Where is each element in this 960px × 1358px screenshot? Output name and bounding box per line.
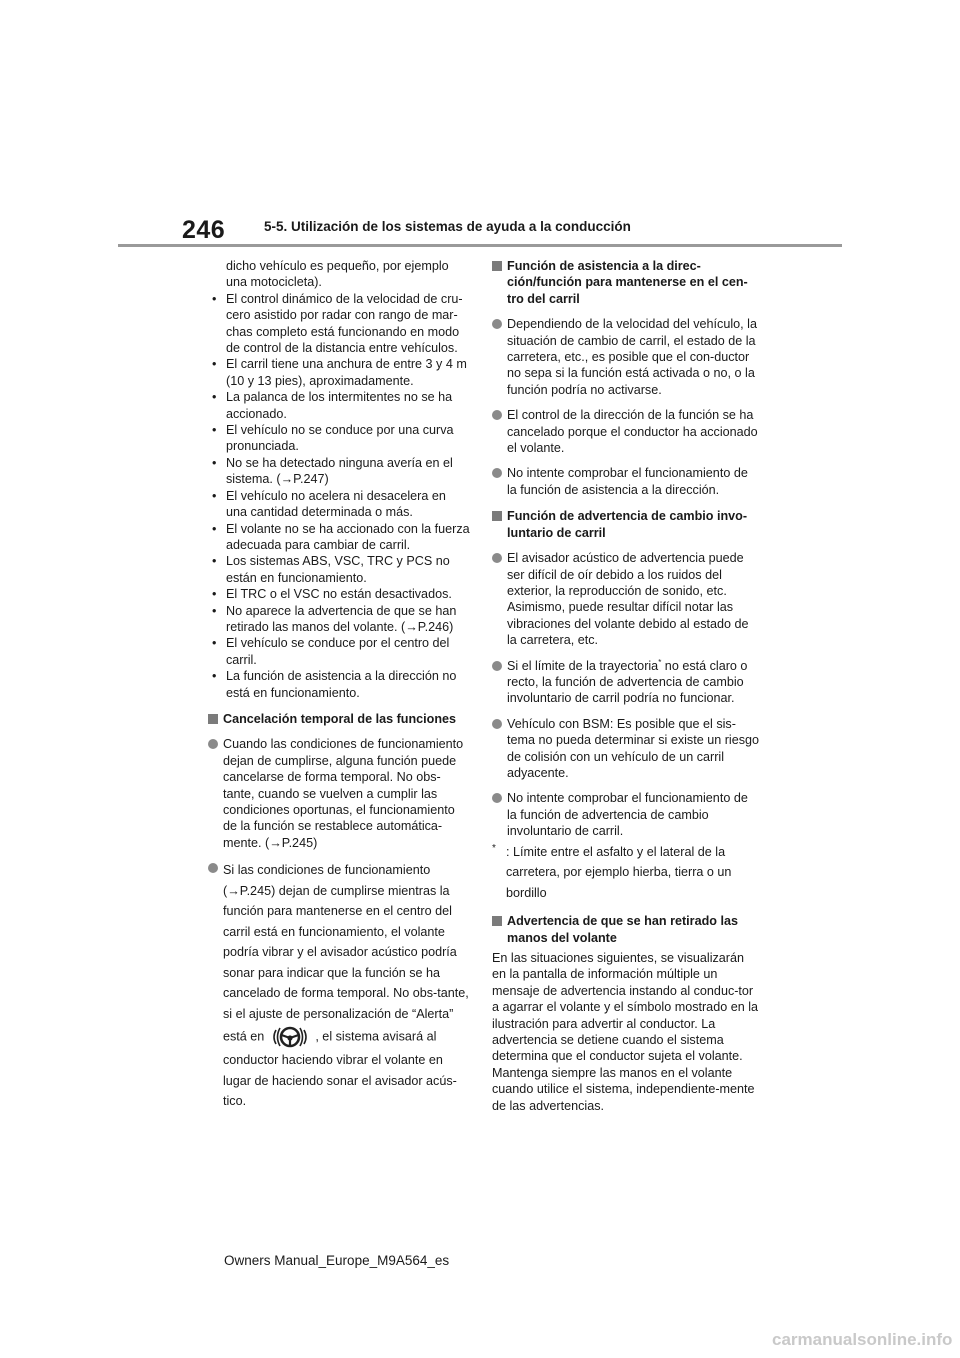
footer-text: Owners Manual_Europe_M9A564_es bbox=[224, 1253, 450, 1268]
condition-item: • El vehículo se conduce por el centro del carril. bbox=[208, 635, 470, 668]
bullet-paragraph bbox=[492, 407, 760, 456]
bullet-text-post: no está claro o recto, la función de advertencia de cambio involuntario de carril podría no funcionar. bbox=[507, 658, 748, 706]
circle-bullet-icon bbox=[492, 468, 502, 478]
bullet-paragraph bbox=[492, 790, 760, 839]
section-heading bbox=[492, 258, 760, 307]
bullet-paragraph bbox=[208, 736, 470, 851]
condition-item: • El vehículo no se conduce por una curva pronunciada. bbox=[208, 422, 470, 455]
bullet-text-a: Si las condiciones de funcionamiento (→P.245) dejan de cumplirse mientras la función para mantenerse en el centro del carril está en funcionamiento, el volante podría vibrar y el avisador acústico podría sonar para indicar que la función se ha cancelado de forma temporal. No obs-tante, si el ajuste de personalización de “Alerta” está en bbox=[223, 863, 469, 1044]
bullet-text: Vehículo con BSM: Es posible que el sis-tema no pueda determinar si existe un riesgo de colisión con un vehículo de un carril adyacente. bbox=[507, 716, 760, 780]
circle-bullet-icon bbox=[492, 410, 502, 420]
bullet-text: El control de la dirección de la función se ha cancelado porque el conductor ha accionado el volante. bbox=[507, 408, 758, 456]
bullet-paragraph bbox=[492, 716, 760, 782]
section-heading bbox=[492, 508, 760, 541]
bullet-paragraph bbox=[208, 860, 470, 1112]
heading-text: Función de asistencia a la direc-ción/función para mantenerse en el cen-tro del carril bbox=[507, 259, 748, 306]
bullet-text: Dependiendo de la velocidad del vehículo, la situación de cambio de carril, el estado de la carretera, etc., es posible que el con-ductor no sepa si la función está activada o no, o la función podría no activarse. bbox=[507, 317, 757, 397]
circle-bullet-icon bbox=[492, 793, 502, 803]
right-column bbox=[492, 258, 760, 1114]
condition-item: • El vehículo no acelera ni desacelera en una cantidad determinada o más. bbox=[208, 488, 470, 521]
condition-item: • El control dinámico de la velocidad de cru-cero asistido por radar con rango de mar-chas completo está funcionando en modo de control de la distancia entre vehículos. bbox=[208, 291, 470, 357]
bullet-text: No intente comprobar el funcionamiento de la función de advertencia de cambio involuntario de carril. bbox=[507, 791, 748, 839]
page-number: 246 bbox=[182, 216, 226, 244]
circle-bullet-icon bbox=[492, 661, 502, 671]
bullet-paragraph bbox=[492, 550, 760, 648]
circle-bullet-icon bbox=[208, 863, 218, 873]
footnote-star: * bbox=[492, 842, 496, 854]
continued-text: dicho vehículo es pequeño, por ejemplo una motocicleta). bbox=[226, 259, 449, 290]
circle-bullet-icon bbox=[492, 553, 502, 563]
footnote-text: : Límite entre el asfalto y el lateral de la carretera, por ejemplo hierba, tierra o un bordillo bbox=[506, 844, 732, 900]
condition-item: • No se ha detectado ninguna avería en el sistema. (→P.247) bbox=[208, 455, 470, 488]
body-paragraph: En las situaciones siguientes, se visualizarán en la pantalla de información múltiple un mensaje de advertencia instando al conduc-tor a agarrar el volante y el símbolo mostrado en la ilustración para advertir al conductor. La advertencia se detiene cuando el sistema determina que el conductor sujeta el volante. Mantenga siempre las manos en el volante cuando utilice el sistema, independiente-mente de las advertencias. bbox=[492, 950, 759, 1113]
bullet-text-b: , el sistema avisará al conductor haciendo vibrar el volante en lugar de haciendo sonar el avisador acús-tico. bbox=[223, 1029, 457, 1109]
watermark: carmanualsonline.info bbox=[772, 1330, 953, 1349]
section-title: 5-5. Utilización de los sistemas de ayuda a la conducción bbox=[264, 219, 631, 234]
square-bullet-icon bbox=[492, 261, 502, 271]
bullet-text-pre: Si el límite de la trayectoria bbox=[507, 658, 659, 673]
footnote bbox=[492, 842, 760, 904]
bullet-text: El avisador acústico de advertencia puede ser difícil de oír debido a los ruidos del exterior, la reproducción de sonido, etc. Asimismo, puede resultar difícil notar las vibraciones del volante debido al estado de la carretera, etc. bbox=[507, 551, 749, 648]
bullet-text: No intente comprobar el funcionamiento de la función de asistencia a la dirección. bbox=[507, 466, 748, 497]
bullet-paragraph bbox=[492, 658, 760, 707]
square-bullet-icon bbox=[208, 714, 218, 724]
condition-item: • Los sistemas ABS, VSC, TRC y PCS no están en funcionamiento. bbox=[208, 553, 470, 586]
condition-item: • El TRC o el VSC no están desactivados. bbox=[208, 586, 470, 602]
bullet-text: Cuando las condiciones de funcionamiento dejan de cumplirse, alguna función puede cancelarse de forma temporal. No obs-tante, cuando se vuelven a cumplir las condiciones oportunas, el funcionamiento de la función se restablece automática-mente. (→P.245) bbox=[223, 737, 464, 850]
steering-wheel-vibration-icon bbox=[270, 1024, 310, 1050]
square-bullet-icon bbox=[492, 511, 502, 521]
circle-bullet-icon bbox=[492, 719, 502, 729]
condition-item: • La palanca de los intermitentes no se ha accionado. bbox=[208, 389, 470, 422]
condition-item: • No aparece la advertencia de que se han retirado las manos del volante. (→P.246) bbox=[208, 603, 470, 636]
condition-item: • La función de asistencia a la dirección no está en funcionamiento. bbox=[208, 668, 470, 701]
condition-item: • El carril tiene una anchura de entre 3 y 4 m (10 y 13 pies), aproximadamente. bbox=[208, 356, 470, 389]
square-bullet-icon bbox=[492, 916, 502, 926]
page-header bbox=[182, 214, 842, 254]
heading-text: Función de advertencia de cambio invo-luntario de carril bbox=[507, 509, 748, 540]
heading-text: Cancelación temporal de las funciones bbox=[223, 711, 457, 726]
bullet-paragraph bbox=[492, 465, 760, 498]
condition-item: • El volante no se ha accionado con la fuerza adecuada para cambiar de carril. bbox=[208, 521, 470, 554]
section-heading bbox=[492, 913, 760, 946]
circle-bullet-icon bbox=[492, 319, 502, 329]
footnote-marker: * bbox=[658, 657, 662, 667]
section-heading bbox=[208, 711, 470, 727]
heading-text: Advertencia de que se han retirado las manos del volante bbox=[507, 914, 738, 945]
header-divider bbox=[118, 244, 842, 247]
circle-bullet-icon bbox=[208, 739, 218, 749]
bullet-paragraph bbox=[492, 316, 760, 398]
left-column bbox=[208, 258, 470, 1112]
